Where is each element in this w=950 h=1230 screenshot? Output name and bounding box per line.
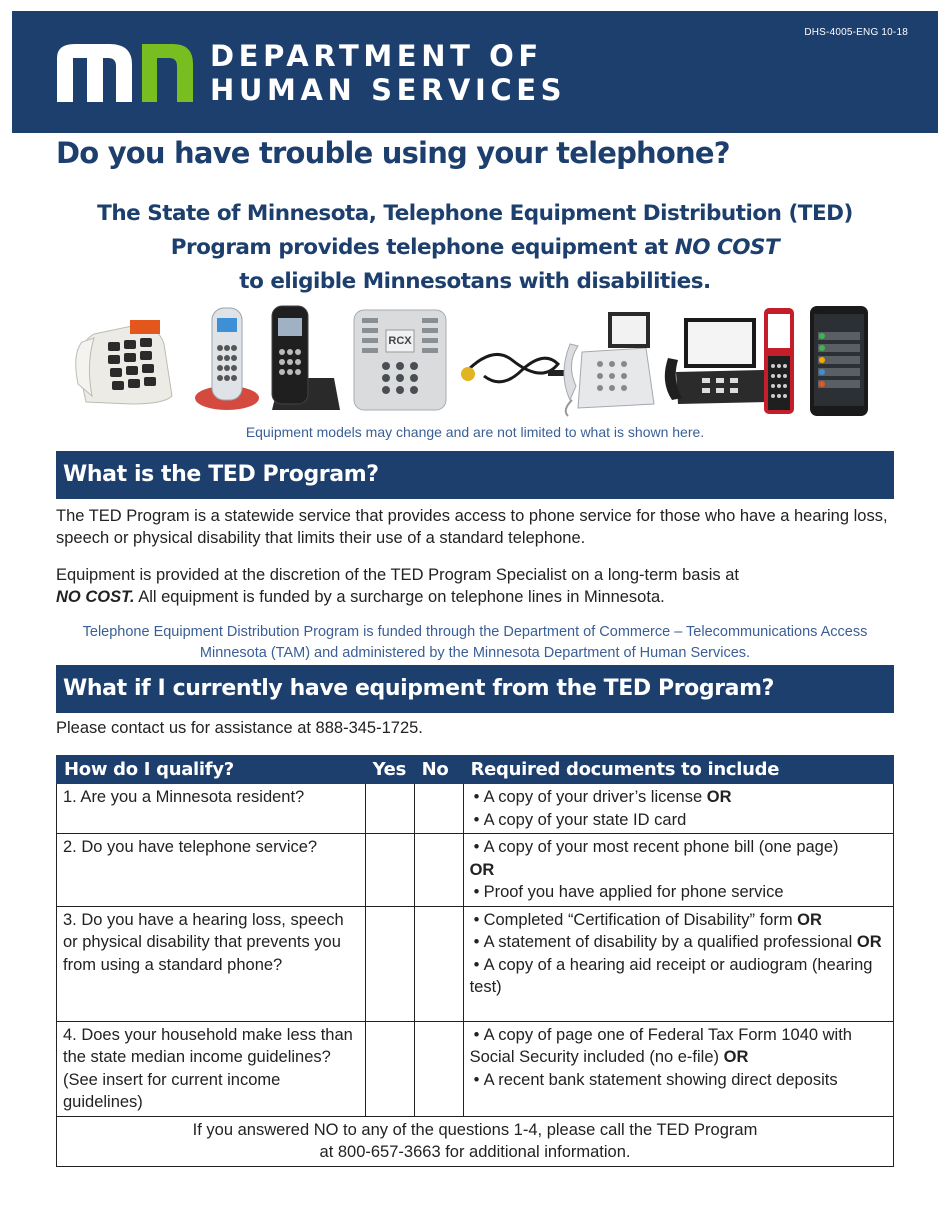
header-yes: Yes [365, 756, 414, 784]
header-question: How do I qualify? [57, 756, 366, 784]
footer-note-line1: If you answered NO to any of the questions 1-4, please call the TED Program [192, 1120, 758, 1139]
department-name-line1: DEPARTMENT OF [210, 39, 543, 73]
table-footer-row [57, 1116, 894, 1166]
documents-cell [463, 906, 893, 1021]
documents-cell [463, 1021, 893, 1116]
doc-text: A copy of your state ID card [483, 810, 687, 829]
equipment-funding-paragraph [56, 564, 901, 608]
bullet-icon: • [473, 1025, 480, 1044]
bullet-icon: • [473, 933, 480, 951]
big-button-phone-icon [76, 320, 172, 404]
no-checkbox-cell[interactable] [414, 784, 463, 834]
doc-item [470, 931, 887, 954]
no-checkbox-cell[interactable] [414, 1021, 463, 1116]
video-caption-phone-icon [665, 318, 766, 404]
no-cost-emphasis: NO COST [674, 235, 780, 260]
bullet-icon: • [473, 910, 480, 929]
no-cost-emphasis-2: NO COST. [56, 588, 135, 606]
table-row [57, 784, 894, 834]
equipment-images [72, 304, 872, 418]
funding-note-line2: Minnesota (TAM) and administered by the Minnesota Department of Human Services. [199, 645, 751, 661]
doc-text: Proof you have applied for phone service [483, 883, 784, 901]
equipment-caption: Equipment models may change and are not limited to what is shown here. [245, 424, 705, 440]
doc-text: A recent bank statement showing direct deposits [483, 1070, 838, 1089]
department-name [210, 39, 566, 107]
bullet-icon: • [473, 1070, 480, 1089]
flip-phone-red-icon [764, 308, 794, 414]
qualification-table [56, 755, 894, 1167]
footer-note [57, 1116, 894, 1166]
bullet-icon: • [473, 883, 480, 901]
or-label: OR [723, 1048, 749, 1066]
funding-note [56, 622, 894, 664]
intro-line3: to eligible Minnesotans with disabilities. [239, 269, 711, 294]
doc-text: A copy of a hearing aid receipt or audiogram (hearing test) [469, 955, 873, 996]
yes-checkbox-cell[interactable] [365, 834, 414, 907]
headset-cord-icon [461, 354, 566, 381]
mn-logo-icon [57, 44, 193, 102]
documents-cell [463, 784, 893, 834]
doc-item [470, 1069, 887, 1092]
section-heading-current-equipment: What if I currently have equipment from the TED Program? [56, 665, 894, 713]
doc-item [470, 836, 887, 859]
funding-note-line1: Telephone Equipment Distribution Program is funded through the Department of Commerce – Telecommunications Access [82, 624, 868, 640]
table-row [57, 1021, 894, 1116]
bullet-icon: • [473, 810, 480, 829]
section-heading-what-is-ted: What is the TED Program? [56, 451, 894, 499]
table-header-row [57, 756, 894, 784]
cordless-phone-black-icon [272, 306, 340, 410]
smartphone-icon [810, 306, 868, 416]
cordless-phone-blue-icon [195, 308, 259, 410]
intro-line2-text: Program provides telephone equipment at [170, 235, 675, 260]
doc-item [470, 809, 887, 832]
department-name-line2: HUMAN SERVICES [210, 73, 567, 107]
doc-item [470, 954, 887, 999]
surcharge-text: All equipment is funded by a surcharge on telephone lines in Minnesota. [134, 588, 665, 606]
or-label: OR [856, 933, 882, 951]
or-label: OR [706, 788, 732, 806]
doc-item [470, 881, 887, 904]
doc-text: A copy of your most recent phone bill (one page) [483, 838, 839, 856]
intro-line2 [56, 231, 894, 265]
header-no: No [414, 756, 463, 784]
doc-item [470, 909, 887, 932]
question-cell: 2. Do you have telephone service? [57, 834, 366, 907]
yes-checkbox-cell[interactable] [365, 906, 414, 1021]
bullet-icon: • [473, 838, 480, 856]
page-title: Do you have trouble using your telephone? [56, 136, 730, 170]
intro-line1: The State of Minnesota, Telephone Equipment Distribution (TED) [97, 201, 853, 226]
header-docs: Required documents to include [463, 756, 893, 784]
doc-text: A copy of page one of Federal Tax Form 1040 with Social Security included (no e-file) [469, 1025, 852, 1066]
doc-item [470, 786, 887, 809]
doc-text: A statement of disability by a qualified professional [483, 933, 857, 951]
doc-text: Completed “Certification of Disability” form [483, 910, 798, 929]
question-cell: 1. Are you a Minnesota resident? [57, 784, 366, 834]
footer-note-line2: at 800-657-3663 for additional information. [319, 1143, 631, 1161]
captioned-phone-icon [564, 312, 654, 416]
table-row [57, 834, 894, 907]
bullet-icon: • [473, 955, 480, 974]
yes-checkbox-cell[interactable] [365, 784, 414, 834]
doc-item [470, 1024, 887, 1069]
header-banner [12, 11, 938, 133]
documents-cell [463, 834, 893, 907]
ted-description: The TED Program is a statewide service that provides access to phone service for those who have a hearing loss, speech or physical disability that limits their use of a standard telephone. [56, 507, 888, 547]
or-label: OR [797, 910, 822, 929]
form-code: DHS-4005-ENG 10-18 [804, 27, 908, 38]
rcx-brand-label: RCX [388, 335, 412, 347]
no-checkbox-cell[interactable] [414, 906, 463, 1021]
doc-text: A copy of your driver’s license [483, 788, 707, 806]
yes-checkbox-cell[interactable] [365, 1021, 414, 1116]
no-checkbox-cell[interactable] [414, 834, 463, 907]
intro-statement [56, 197, 894, 299]
equipment-funding-text: Equipment is provided at the discretion of the TED Program Specialist on a long-term basis at [56, 566, 739, 584]
question-cell: 4. Does your household make less than the state median income guidelines? (See insert for current income guidelines) [57, 1021, 366, 1116]
or-label: OR [469, 860, 495, 879]
table-row [57, 906, 894, 1021]
contact-line: Please contact us for assistance at 888-345-1725. [56, 719, 423, 737]
rcx-speakerphone-icon [354, 310, 446, 410]
question-cell: 3. Do you have a hearing loss, speech or physical disability that prevents you from using a standard phone? [57, 906, 366, 1021]
bullet-icon: • [473, 788, 480, 806]
